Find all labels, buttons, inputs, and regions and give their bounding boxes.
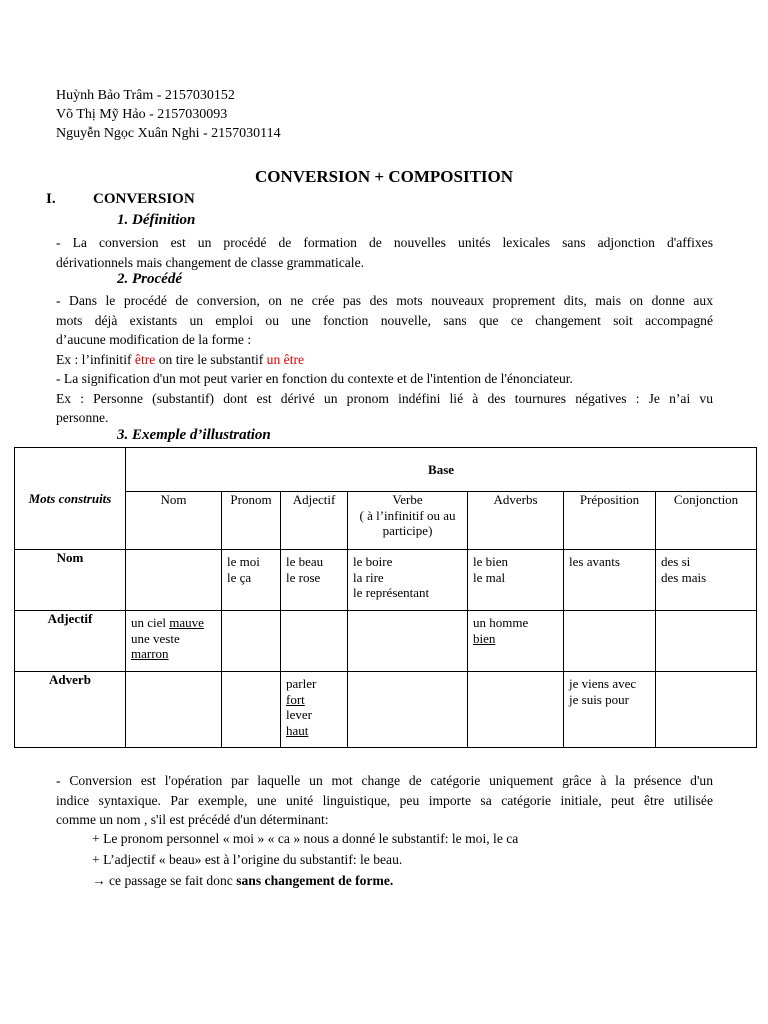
table-row-adjectif xyxy=(15,611,757,672)
table-cell: le beau le rose xyxy=(281,550,348,611)
table-cell xyxy=(564,611,656,672)
header-line: ( à l’infinitif ou au xyxy=(359,507,456,523)
col-header-pronom: Pronom xyxy=(222,492,281,550)
text-line: d’aucune modification de la forme : xyxy=(56,332,252,347)
author-line: Võ Thị Mỹ Hảo - 2157030093 xyxy=(56,107,228,122)
subheading-procede: 2. Procédé xyxy=(117,271,182,287)
text-line: mots déjà existants un emploi ou une fonction nouvelle, sans que ce changement soit accompagné xyxy=(56,312,713,328)
row-label-nom: Nom xyxy=(15,550,126,611)
table-base-header: Base xyxy=(126,448,757,492)
table-cell: le boire la rire le représentant xyxy=(348,550,468,611)
text-line: - Dans le procédé de conversion, on ne crée pas des mots nouveaux proprement dits, mais on donne aux xyxy=(56,293,713,308)
subheading-definition: 1. Définition xyxy=(117,212,196,228)
table-corner-header: Mots construits xyxy=(15,448,126,550)
header-line: Verbe xyxy=(392,492,423,507)
table-row-adverb xyxy=(15,672,757,748)
document-title: CONVERSION + COMPOSITION xyxy=(254,167,514,186)
col-header-verbe xyxy=(348,492,468,550)
table-cell xyxy=(222,672,281,748)
table-row-nom xyxy=(15,550,757,611)
header-line: participe) xyxy=(382,523,433,538)
col-header-conjonction: Conjonction xyxy=(656,492,757,550)
text-line: - Conversion est l'opération par laquelle un mot change de catégorie uniquement grâce à la présence d'un xyxy=(56,773,713,788)
text-line: indice syntaxique. Par exemple, une unité linguistique, peu importe sa catégorie initiale, peut être utilisée xyxy=(56,792,713,808)
highlight-red: être xyxy=(134,351,156,367)
col-header-adverbs: Adverbs xyxy=(468,492,564,550)
table-cell: des si des mais xyxy=(656,550,757,611)
text-line: Ex : Personne (substantif) dont est dérivé un pronom indéfini lié à des tournures négatives : Je n’ai vu xyxy=(56,390,713,406)
conclusion-text: → ce passage se fait donc xyxy=(92,873,237,888)
table-cell: je viens avec je suis pour xyxy=(564,672,656,748)
table-cell xyxy=(656,672,757,748)
section-heading: CONVERSION xyxy=(93,191,195,207)
table-cell: le moi le ça xyxy=(222,550,281,611)
col-header-nom: Nom xyxy=(126,492,222,550)
table-cell xyxy=(126,550,222,611)
row-label-adverb: Adverb xyxy=(15,672,126,748)
table-cell: un homme bien xyxy=(468,611,564,672)
table-cell xyxy=(348,611,468,672)
row-label-adjectif: Adjectif xyxy=(15,611,126,672)
bullet-line: + L’adjectif « beau» est à l’origine du substantif: le beau. xyxy=(92,852,403,867)
text-line: comme un nom , s'il est précédé d'un déterminant: xyxy=(56,812,329,827)
example-text: on tire le substantif xyxy=(155,351,267,367)
table-cell: parler fort lever haut xyxy=(281,672,348,748)
col-header-preposition: Préposition xyxy=(564,492,656,550)
definition-paragraph xyxy=(56,233,713,272)
table-cell xyxy=(348,672,468,748)
conversion-paragraph xyxy=(56,771,713,830)
table-cell: un ciel mauve une veste marron xyxy=(126,611,222,672)
conclusion-line xyxy=(92,873,393,889)
text-line: - La conversion est un procédé de formation de nouvelles unités lexicales sans adjonction d'affixes xyxy=(56,235,713,250)
highlight-red: un être xyxy=(266,351,305,367)
bullet-line: + Le pronom personnel « moi » « ca » nous a donné le substantif: le moi, le ca xyxy=(92,831,519,846)
col-header-adjectif: Adjectif xyxy=(281,492,348,550)
table-cell xyxy=(656,611,757,672)
author-line: Huỳnh Bảo Trâm - 2157030152 xyxy=(56,88,235,103)
author-line: Nguyễn Ngọc Xuân Nghi - 2157030114 xyxy=(56,126,281,141)
table-cell: les avants xyxy=(564,550,656,611)
example-text: Ex : l’infinitif xyxy=(56,351,135,367)
table-cell xyxy=(222,611,281,672)
section-number: I. xyxy=(46,191,56,207)
text-line: dérivationnels mais changement de classe grammaticale. xyxy=(56,254,365,270)
example-line xyxy=(56,350,713,370)
table-cell xyxy=(281,611,348,672)
text-line: - La signification d'un mot peut varier en fonction du contexte et de l'intention de l'énonciateur. xyxy=(56,371,573,386)
conversion-table xyxy=(14,447,757,748)
table-cell xyxy=(126,672,222,748)
procede-paragraph xyxy=(56,291,713,428)
table-cell: le bien le mal xyxy=(468,550,564,611)
table-cell xyxy=(468,672,564,748)
subheading-exemple: 3. Exemple d’illustration xyxy=(117,427,271,443)
text-line: personne. xyxy=(56,410,109,425)
conclusion-bold: sans changement de forme. xyxy=(236,873,394,888)
